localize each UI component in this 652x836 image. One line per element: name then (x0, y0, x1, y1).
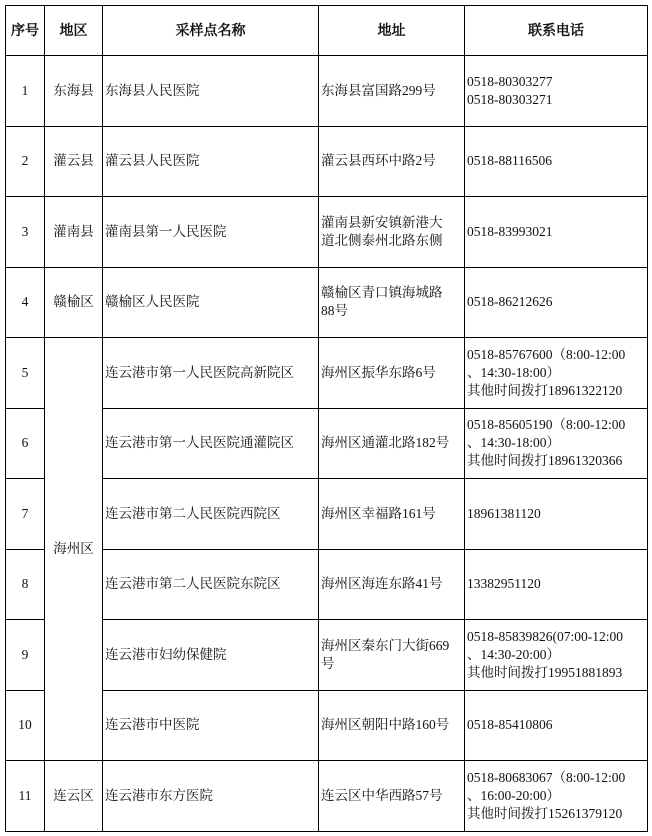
phone-cell (465, 549, 648, 620)
table-row (6, 56, 648, 127)
table-row (6, 620, 648, 691)
header-site-name: 采样点名称 (103, 6, 319, 56)
phone-cell (465, 56, 648, 127)
phone-line: 0518-85605190（8:00-12:00 (467, 417, 626, 433)
site-name: 连云港市第二人民医院西院区 (103, 479, 319, 550)
address-cell (319, 56, 465, 127)
region-cell: 赣榆区 (45, 267, 103, 338)
address-cell (319, 267, 465, 338)
row-number: 3 (6, 197, 45, 268)
table-row (6, 479, 648, 550)
phone-cell (465, 690, 648, 761)
address-line: 灌云县西环中路2号 (321, 153, 436, 169)
address-cell (319, 549, 465, 620)
phone-line: 0518-86212626 (467, 294, 553, 310)
address-line: 海州区海连东路41号 (321, 576, 443, 592)
site-name: 连云港市东方医院 (103, 761, 319, 832)
table-row (6, 549, 648, 620)
address-cell (319, 761, 465, 832)
phone-cell (465, 408, 648, 479)
address-line: 海州区幸福路161号 (321, 505, 436, 521)
row-number: 9 (6, 620, 45, 691)
phone-cell (465, 761, 648, 832)
site-name: 东海县人民医院 (103, 56, 319, 127)
phone-line: 18961381120 (467, 505, 541, 521)
table-row (6, 408, 648, 479)
site-name: 灌云县人民医院 (103, 126, 319, 197)
phone-cell (465, 267, 648, 338)
region-cell: 灌南县 (45, 197, 103, 268)
phone-line: 0518-80303277 (467, 73, 553, 89)
table-row (6, 267, 648, 338)
row-number: 1 (6, 56, 45, 127)
phone-line: 、14:30-18:00） (467, 435, 560, 451)
address-cell (319, 338, 465, 409)
site-name: 连云港市第一人民医院高新院区 (103, 338, 319, 409)
table-row (6, 197, 648, 268)
address-line: 东海县富国路299号 (321, 82, 436, 98)
region-cell: 东海县 (45, 56, 103, 127)
phone-cell (465, 620, 648, 691)
address-line: 道北侧泰州北路东侧 (321, 232, 443, 248)
address-line: 海州区通灌北路182号 (321, 435, 450, 451)
phone-line: 0518-80683067（8:00-12:00 (467, 769, 626, 785)
table-row (6, 690, 648, 761)
sampling-sites-table (5, 5, 648, 832)
row-number: 5 (6, 338, 45, 409)
site-name: 连云港市第二人民医院东院区 (103, 549, 319, 620)
phone-line: 其他时间拨打19951881893 (467, 664, 623, 680)
address-line: 海州区朝阳中路160号 (321, 717, 450, 733)
phone-line: 0518-88116506 (467, 153, 552, 169)
phone-line: 0518-80303271 (467, 91, 553, 107)
phone-line: 、14:30-20:00） (467, 646, 560, 662)
phone-line: 0518-85767600（8:00-12:00 (467, 346, 626, 362)
table-row (6, 338, 648, 409)
header-row (6, 6, 648, 56)
address-cell (319, 408, 465, 479)
row-number: 10 (6, 690, 45, 761)
phone-cell (465, 338, 648, 409)
table-row (6, 126, 648, 197)
address-line: 海州区振华东路6号 (321, 364, 436, 380)
phone-line: 0518-83993021 (467, 223, 553, 239)
address-cell (319, 620, 465, 691)
region-cell: 灌云县 (45, 126, 103, 197)
phone-cell (465, 197, 648, 268)
region-cell: 连云区 (45, 761, 103, 832)
phone-line: 13382951120 (467, 576, 541, 592)
phone-line: 其他时间拨打15261379120 (467, 805, 623, 821)
row-number: 4 (6, 267, 45, 338)
row-number: 2 (6, 126, 45, 197)
address-line: 海州区秦东门大街669 (321, 637, 450, 653)
header-address: 地址 (319, 6, 465, 56)
address-line: 灌南县新安镇新港大 (321, 214, 443, 230)
phone-cell (465, 479, 648, 550)
row-number: 7 (6, 479, 45, 550)
address-cell (319, 197, 465, 268)
header-region: 地区 (45, 6, 103, 56)
phone-line: 其他时间拨打18961322120 (467, 382, 623, 398)
address-cell (319, 690, 465, 761)
address-cell (319, 126, 465, 197)
row-number: 6 (6, 408, 45, 479)
site-name: 连云港市中医院 (103, 690, 319, 761)
row-number: 11 (6, 761, 45, 832)
phone-line: 0518-85410806 (467, 717, 553, 733)
phone-cell (465, 126, 648, 197)
table-row (6, 761, 648, 832)
address-line: 赣榆区青口镇海城路 (321, 285, 443, 301)
address-line: 号 (321, 655, 335, 671)
header-phone: 联系电话 (465, 6, 648, 56)
address-line: 88号 (321, 303, 348, 319)
phone-line: 、14:30-18:00） (467, 364, 560, 380)
region-cell: 海州区 (45, 338, 103, 761)
address-cell (319, 479, 465, 550)
row-number: 8 (6, 549, 45, 620)
header-no: 序号 (6, 6, 45, 56)
phone-line: 0518-85839826(07:00-12:00 (467, 628, 623, 644)
site-name: 连云港市第一人民医院通灌院区 (103, 408, 319, 479)
phone-line: 、16:00-20:00） (467, 787, 560, 803)
address-line: 连云区中华西路57号 (321, 787, 443, 803)
phone-line: 其他时间拨打18961320366 (467, 453, 623, 469)
site-name: 赣榆区人民医院 (103, 267, 319, 338)
site-name: 灌南县第一人民医院 (103, 197, 319, 268)
site-name: 连云港市妇幼保健院 (103, 620, 319, 691)
